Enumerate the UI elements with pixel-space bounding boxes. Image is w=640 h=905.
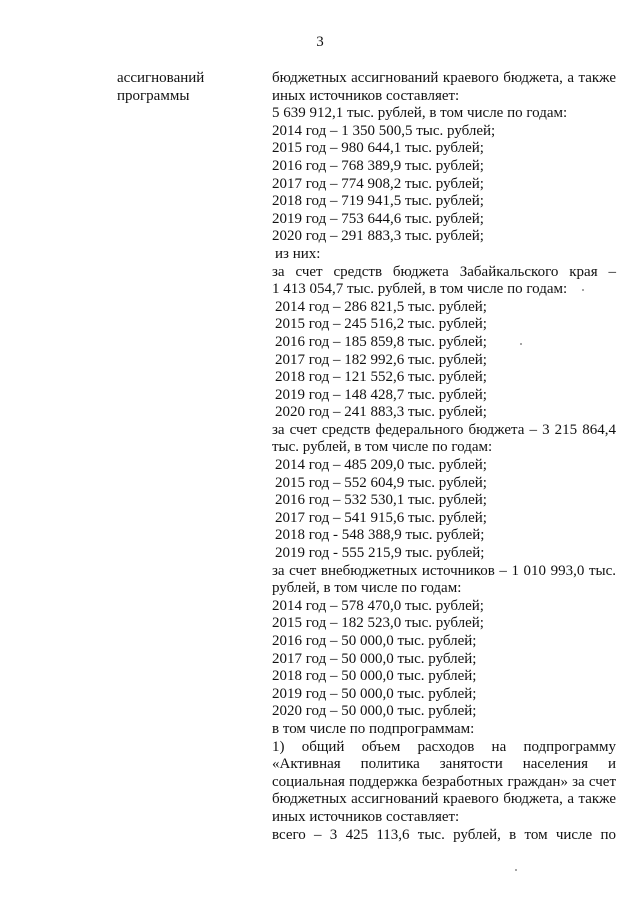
- right-column-line: из них:: [275, 245, 321, 262]
- right-column-line: 2018 год – 50 000,0 тыс. рублей;: [272, 668, 477, 685]
- right-column-line: 2016 год – 185 859,8 тыс. рублей;: [275, 333, 487, 350]
- left-column-line: программы: [117, 87, 190, 104]
- scan-speck: [520, 343, 522, 345]
- right-column-line: бюджетных ассигнований краевого бюджета, а также: [272, 70, 616, 86]
- right-column-line: в том числе по подпрограммам:: [272, 720, 475, 737]
- right-column-line: 2015 год – 552 604,9 тыс. рублей;: [275, 474, 487, 491]
- left-column: [117, 70, 257, 105]
- right-column-line: социальная поддержка безработных граждан» за счет: [272, 773, 616, 790]
- right-column-line: бюджетных ассигнований краевого бюджета, а также: [272, 791, 616, 808]
- left-column-line: ассигнований: [117, 70, 205, 86]
- right-column-line: 2020 год – 241 883,3 тыс. рублей;: [275, 404, 487, 421]
- right-column-line: 2016 год – 532 530,1 тыс. рублей;: [275, 492, 487, 509]
- right-column-line: 2016 год – 768 389,9 тыс. рублей;: [272, 157, 484, 174]
- right-column-line: 1) общий объем расходов на подпрограмму: [272, 738, 616, 755]
- right-column-line: 2014 год – 286 821,5 тыс. рублей;: [275, 298, 487, 315]
- right-column-line: 2017 год – 182 992,6 тыс. рублей;: [275, 351, 487, 368]
- right-column-line: 2019 год – 148 428,7 тыс. рублей;: [275, 386, 487, 403]
- right-column-line: 2015 год – 182 523,0 тыс. рублей;: [272, 615, 484, 632]
- right-column-line: 2015 год – 980 644,1 тыс. рублей;: [272, 140, 484, 157]
- right-column-line: рублей, в том числе по годам:: [272, 580, 462, 597]
- right-column-line: 2014 год – 578 470,0 тыс. рублей;: [272, 597, 484, 614]
- right-column-line: 5 639 912,1 тыс. рублей, в том числе по годам:: [272, 105, 568, 122]
- right-column-line: 2016 год – 50 000,0 тыс. рублей;: [272, 633, 477, 649]
- right-column-line: 2018 год – 719 941,5 тыс. рублей;: [272, 193, 484, 210]
- right-column-line: «Активная политика занятости населения и: [272, 756, 616, 773]
- right-column-line: 2019 год – 50 000,0 тыс. рублей;: [272, 685, 477, 702]
- right-column-line: 2020 год – 50 000,0 тыс. рублей;: [272, 703, 477, 720]
- right-column-line: 1 413 054,7 тыс. рублей, в том числе по годам:: [272, 281, 568, 298]
- right-column-line: иных источников составляет:: [272, 87, 460, 104]
- right-column-line: 2019 год - 555 215,9 тыс. рублей;: [275, 545, 485, 562]
- right-column-line: 2015 год – 245 516,2 тыс. рублей;: [275, 316, 487, 333]
- right-column-line: всего – 3 425 113,6 тыс. рублей, в том числе по: [272, 826, 616, 843]
- right-column-line: 2020 год – 291 883,3 тыс. рублей;: [272, 228, 484, 245]
- scan-speck: [515, 869, 517, 871]
- right-column-line: за счет внебюджетных источников – 1 010 993,0 тыс.: [272, 562, 616, 579]
- right-column-line: 2018 год - 548 388,9 тыс. рублей;: [275, 527, 485, 544]
- right-column-line: 2014 год – 485 209,0 тыс. рублей;: [275, 457, 487, 474]
- right-column-line: иных источников составляет:: [272, 808, 460, 825]
- page-number: 3: [316, 34, 324, 50]
- right-column-line: за счет средств бюджета Забайкальского края –: [272, 263, 616, 280]
- right-column-line: 2014 год – 1 350 500,5 тыс. рублей;: [272, 122, 496, 139]
- right-column-line: за счет средств федерального бюджета – 3 215 864,4: [272, 421, 616, 438]
- right-column: [272, 70, 616, 844]
- right-column-line: тыс. рублей, в том числе по годам:: [272, 439, 493, 456]
- right-column-line: 2017 год – 541 915,6 тыс. рублей;: [275, 509, 487, 526]
- right-column-line: 2017 год – 774 908,2 тыс. рублей;: [272, 175, 484, 192]
- right-column-line: 2017 год – 50 000,0 тыс. рублей;: [272, 650, 477, 667]
- scan-speck: [582, 289, 584, 291]
- right-column-line: 2018 год – 121 552,6 тыс. рублей;: [275, 369, 487, 386]
- right-column-line: 2019 год – 753 644,6 тыс. рублей;: [272, 210, 484, 227]
